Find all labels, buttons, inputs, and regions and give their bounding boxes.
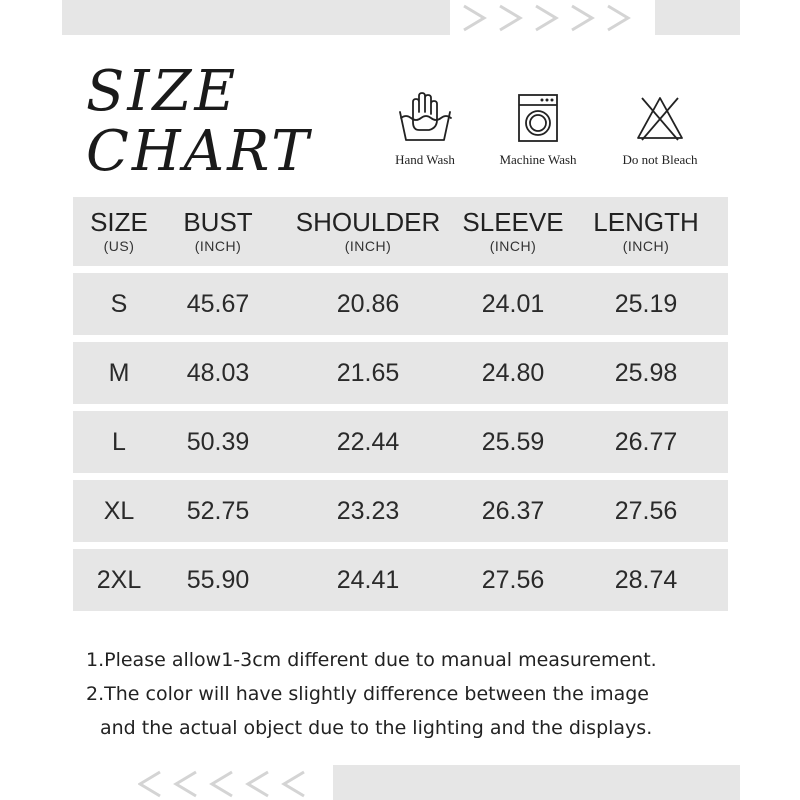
header-bust-unit: (INCH) — [194, 238, 242, 254]
title-line-1: SIZE — [86, 59, 239, 124]
cell-sleeve: 27.56 — [481, 565, 545, 594]
cell-shoulder: 24.41 — [336, 565, 400, 594]
table-header-row — [73, 197, 728, 266]
top-left-bar — [62, 0, 450, 35]
cell-shoulder: 22.44 — [336, 427, 400, 456]
cell-size: S — [110, 289, 128, 318]
machine-wash-label: Machine Wash — [499, 152, 577, 167]
notes — [86, 643, 657, 745]
note-1: 1.Please allow1-3cm different due to manual measurement. — [86, 649, 657, 671]
cell-length: 28.74 — [614, 565, 678, 594]
do-not-bleach-label: Do not Bleach — [622, 152, 698, 167]
cell-size: XL — [103, 496, 135, 525]
header-sleeve — [448, 197, 578, 266]
care-do-not-bleach — [600, 92, 720, 168]
header-bust — [168, 197, 268, 266]
top-right-bar — [655, 0, 740, 35]
table-row — [73, 411, 728, 473]
header-shoulder — [288, 197, 448, 266]
hand-wash-label: Hand Wash — [395, 152, 455, 167]
header-shoulder-label: SHOULDER — [295, 207, 441, 237]
cell-sleeve: 25.59 — [481, 427, 545, 456]
header-sleeve-unit: (INCH) — [489, 238, 537, 254]
note-2-line-2: and the actual object due to the lighting and the displays. — [100, 717, 653, 739]
table-row — [73, 549, 728, 611]
bottom-right-bar — [333, 765, 740, 800]
cell-sleeve: 26.37 — [481, 496, 545, 525]
header-sleeve-label: SLEEVE — [462, 207, 564, 237]
title-line-2: CHART — [86, 119, 312, 184]
table-row — [73, 273, 728, 335]
machine-wash-icon — [516, 92, 560, 144]
cell-bust: 55.90 — [186, 565, 250, 594]
header-length-label: LENGTH — [593, 207, 699, 237]
cell-sleeve: 24.80 — [481, 358, 545, 387]
note-2-line-1: 2.The color will have slightly difference between the image — [86, 683, 649, 705]
cell-bust: 52.75 — [186, 496, 250, 525]
header-size-unit: (US) — [103, 238, 135, 254]
cell-size: M — [108, 358, 130, 387]
care-hand-wash — [365, 92, 485, 168]
cell-bust: 50.39 — [186, 427, 250, 456]
header-length — [578, 197, 714, 266]
header-length-unit: (INCH) — [622, 238, 670, 254]
hand-wash-icon — [397, 92, 453, 144]
top-chevrons-decoration — [462, 2, 647, 34]
cell-length: 25.98 — [614, 358, 678, 387]
cell-shoulder: 23.23 — [336, 496, 400, 525]
cell-length: 25.19 — [614, 289, 678, 318]
cell-size: 2XL — [96, 565, 142, 594]
header-bust-label: BUST — [183, 207, 253, 237]
cell-length: 27.56 — [614, 496, 678, 525]
header-size-label: SIZE — [90, 207, 148, 237]
header-shoulder-unit: (INCH) — [344, 238, 392, 254]
cell-size: L — [112, 427, 126, 456]
header-size — [73, 197, 165, 266]
cell-shoulder: 20.86 — [336, 289, 400, 318]
table-row — [73, 342, 728, 404]
cell-bust: 45.67 — [186, 289, 250, 318]
do-not-bleach-icon — [634, 92, 686, 144]
bottom-chevrons-decoration — [138, 768, 323, 800]
table-row — [73, 480, 728, 542]
cell-sleeve: 24.01 — [481, 289, 545, 318]
care-machine-wash — [478, 92, 598, 168]
cell-shoulder: 21.65 — [336, 358, 400, 387]
cell-bust: 48.03 — [186, 358, 250, 387]
cell-length: 26.77 — [614, 427, 678, 456]
